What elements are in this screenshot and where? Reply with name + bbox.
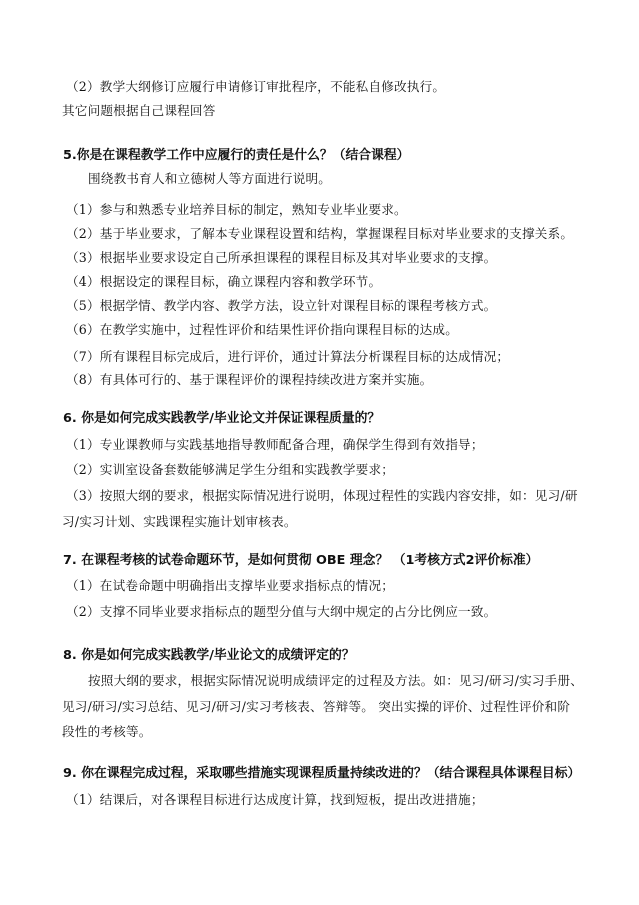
q7-item-2: （2）支撑不同毕业要求指标点的题型分值与大纲中规定的占分比例应一致。 bbox=[66, 604, 497, 619]
q9-heading: 9. 你在课程完成过程，采取哪些措施实现课程质量持续改进的？（结合课程具体课程目标） bbox=[63, 766, 581, 781]
q6-item-3-cont: 习/实习计划、实践课程实施计划审核表。 bbox=[62, 514, 297, 529]
q6-item-2: （2）实训室设备套数能够满足学生分组和实践教学要求； bbox=[66, 462, 395, 477]
q5-item-7: （7）所有课程目标完成后，进行评价，通过计算法分析课程目标的达成情况； bbox=[66, 349, 510, 364]
q5-item-6: （6）在教学实施中，过程性评价和结果性评价指向课程目标的达成。 bbox=[66, 322, 459, 337]
q6-heading: 6. 你是如何完成实践教学/毕业论文并保证课程质量的？ bbox=[63, 411, 381, 426]
q5-item-1: （1）参与和熟悉专业培养目标的制定，熟知专业毕业要求。 bbox=[66, 202, 407, 217]
q5-item-5: （5）根据学情、教学内容、教学方法，设立针对课程目标的课程考核方式。 bbox=[66, 298, 497, 313]
q7-heading: 7. 在课程考核的试卷命题环节，是如何贯彻 OBE 理念？ （1考核方式2评价标准） bbox=[63, 553, 539, 568]
top-note: 其它问题根据自己课程回答 bbox=[62, 103, 216, 118]
q6-item-3: （3）按照大纲的要求，根据实际情况进行说明，体现过程性的实践内容安排，如：见习/研 bbox=[66, 488, 578, 503]
q8-line-1: 按照大纲的要求，根据实际情况说明成绩评定的过程及方法。如：见习/研习/实习手册、 bbox=[88, 673, 584, 688]
q8-line-3: 段性的考核等。 bbox=[62, 724, 152, 739]
q5-item-4: （4）根据设定的课程目标，确立课程内容和教学环节。 bbox=[66, 274, 382, 289]
q9-item-1: （1）结课后，对各课程目标进行达成度计算，找到短板，提出改进措施； bbox=[66, 792, 484, 807]
q7-item-1: （1）在试卷命题中明确指出支撑毕业要求指标点的情况； bbox=[66, 578, 395, 593]
q5-item-8: （8）有具体可行的、基于课程评价的课程持续改进方案并实施。 bbox=[66, 372, 433, 387]
top-item-2: （2）教学大纲修订应履行申请修订审批程序，不能私自修改执行。 bbox=[66, 79, 446, 94]
q8-heading: 8. 你是如何完成实践教学/毕业论文的成绩评定的？ bbox=[63, 648, 355, 663]
q8-line-2: 见习/研习/实习总结、见习/研习/实习考核表、答辩等。 突出实操的评价、过程性评价和阶 bbox=[62, 699, 571, 714]
q5-item-2: （2）基于毕业要求，了解本专业课程设置和结构，掌握课程目标对毕业要求的支撑关系。 bbox=[66, 226, 574, 241]
q5-intro: 围绕教书育人和立德树人等方面进行说明。 bbox=[88, 171, 332, 186]
q5-item-3: （3）根据毕业要求设定自己所承担课程的课程目标及其对毕业要求的支撑。 bbox=[66, 250, 497, 265]
q5-heading: 5.你是在课程教学工作中应履行的责任是什么？（结合课程） bbox=[63, 148, 410, 163]
q6-item-1: （1）专业课教师与实践基地指导教师配备合理，确保学生得到有效指导； bbox=[66, 437, 484, 452]
